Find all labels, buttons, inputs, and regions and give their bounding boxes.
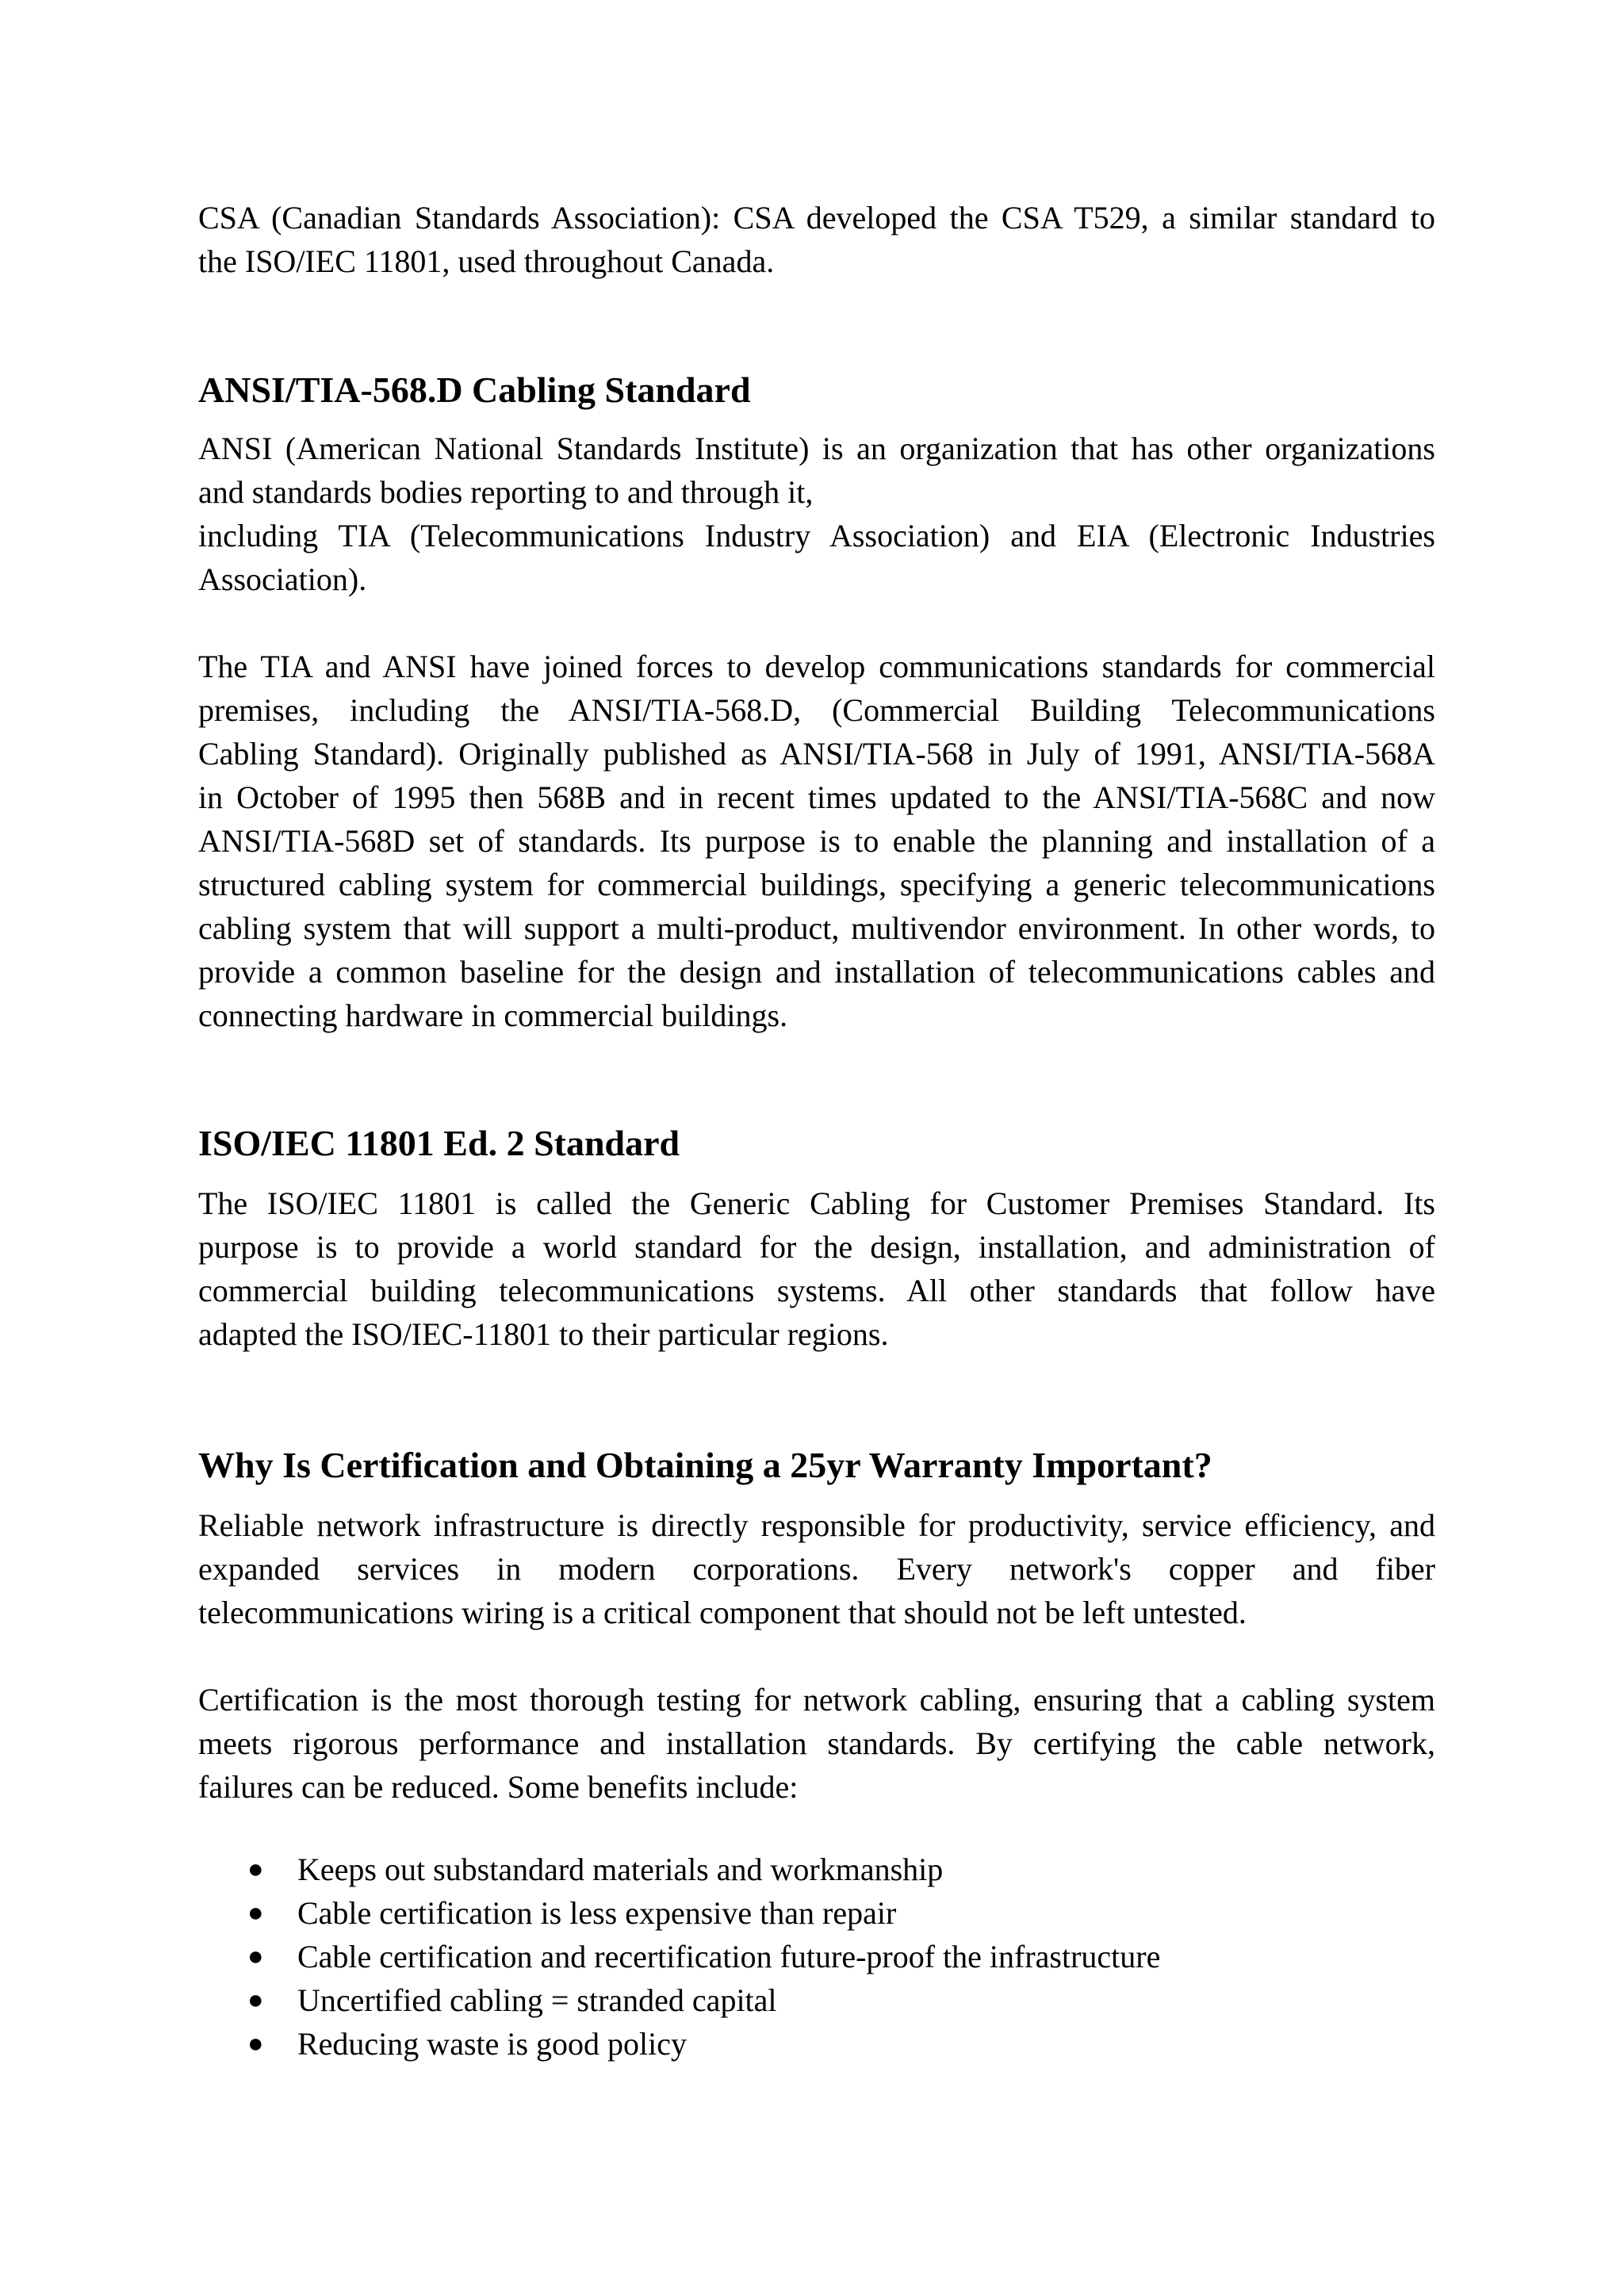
text-line: meets rigorous performance and installation standards. By certifying the cable network, [198, 1725, 1435, 1761]
intro-paragraph [198, 196, 1435, 283]
text-line: Cabling Standard). Originally published as ANSI/TIA-568 in July of 1991, ANSI/TIA-568A [198, 736, 1435, 772]
list-item [198, 1978, 1160, 2022]
list-item-text: Cable certification and recertification future-proof the infrastructure [297, 1939, 1161, 1974]
text-line: adapted the ISO/IEC-11801 to their particular regions. [198, 1316, 889, 1352]
text-line: Certification is the most thorough testing for network cabling, ensuring that a cabling system [198, 1682, 1435, 1718]
text-line: provide a common baseline for the design and installation of telecommunications cables and [198, 954, 1435, 990]
list-item-text: Uncertified cabling = stranded capital [297, 1982, 777, 2018]
text-line: cabling system that will support a multi-product, multivendor environment. In other words, to [198, 910, 1435, 946]
certification-paragraph-1 [198, 1503, 1435, 1634]
text-line: ANSI/TIA-568D set of standards. Its purpose is to enable the planning and installation of a [198, 823, 1435, 859]
text-line: commercial building telecommunications systems. All other standards that follow have [198, 1273, 1435, 1308]
ansi-paragraph-1 [198, 427, 1435, 601]
bullet-icon: ● [247, 1942, 264, 1971]
text-line: purpose is to provide a world standard for the design, installation, and administration of [198, 1229, 1435, 1265]
text-line: The ISO/IEC 11801 is called the Generic Cabling for Customer Premises Standard. Its [198, 1185, 1435, 1221]
text-line: the ISO/IEC 11801, used throughout Canada. [198, 243, 775, 279]
section-heading-certification: Why Is Certification and Obtaining a 25yr Warranty Important? [198, 1445, 1212, 1485]
text-line: telecommunications wiring is a critical component that should not be left untested. [198, 1595, 1247, 1630]
bullet-icon: ● [247, 2029, 264, 2058]
list-item [198, 1935, 1160, 1978]
text-line: including TIA (Telecommunications Industry Association) and EIA (Electronic Industries [198, 518, 1435, 553]
text-line: connecting hardware in commercial buildings. [198, 998, 788, 1033]
list-item [198, 1891, 1160, 1935]
text-line: and standards bodies reporting to and through it, [198, 474, 814, 510]
text-line: expanded services in modern corporations. Every network's copper and fiber [198, 1551, 1435, 1587]
list-item [198, 1848, 1160, 1891]
bullet-icon: ● [247, 1855, 264, 1884]
text-line: premises, including the ANSI/TIA-568.D, (Commercial Building Telecommunications [198, 692, 1435, 728]
list-item-text: Reducing waste is good policy [297, 2026, 688, 2062]
ansi-paragraph-2 [198, 645, 1435, 1037]
iso-paragraph [198, 1181, 1435, 1356]
text-line: CSA (Canadian Standards Association): CSA developed the CSA T529, a similar standard to [198, 200, 1435, 236]
text-line: ANSI (American National Standards Institute) is an organization that has other organizations [198, 431, 1435, 466]
section-heading-ansi-tia: ANSI/TIA-568.D Cabling Standard [198, 370, 751, 410]
text-line: Reliable network infrastructure is directly responsible for productivity, service efficiency, and [198, 1507, 1435, 1543]
bullet-icon: ● [247, 1898, 264, 1928]
list-item-text: Cable certification is less expensive than repair [297, 1895, 897, 1931]
text-line: in October of 1995 then 568B and in recent times updated to the ANSI/TIA-568C and now [198, 779, 1435, 815]
text-line: structured cabling system for commercial buildings, specifying a generic telecommunications [198, 867, 1435, 902]
bullet-icon: ● [247, 1986, 264, 2015]
text-line: The TIA and ANSI have joined forces to develop communications standards for commercial [198, 649, 1435, 684]
section-heading-iso-iec: ISO/IEC 11801 Ed. 2 Standard [198, 1123, 680, 1163]
text-line: Association). [198, 561, 367, 597]
benefits-list [198, 1848, 1160, 2066]
list-item [198, 2022, 1160, 2066]
text-line: failures can be reduced. Some benefits include: [198, 1769, 799, 1805]
certification-paragraph-2 [198, 1678, 1435, 1809]
list-item-text: Keeps out substandard materials and workmanship [297, 1852, 944, 1887]
